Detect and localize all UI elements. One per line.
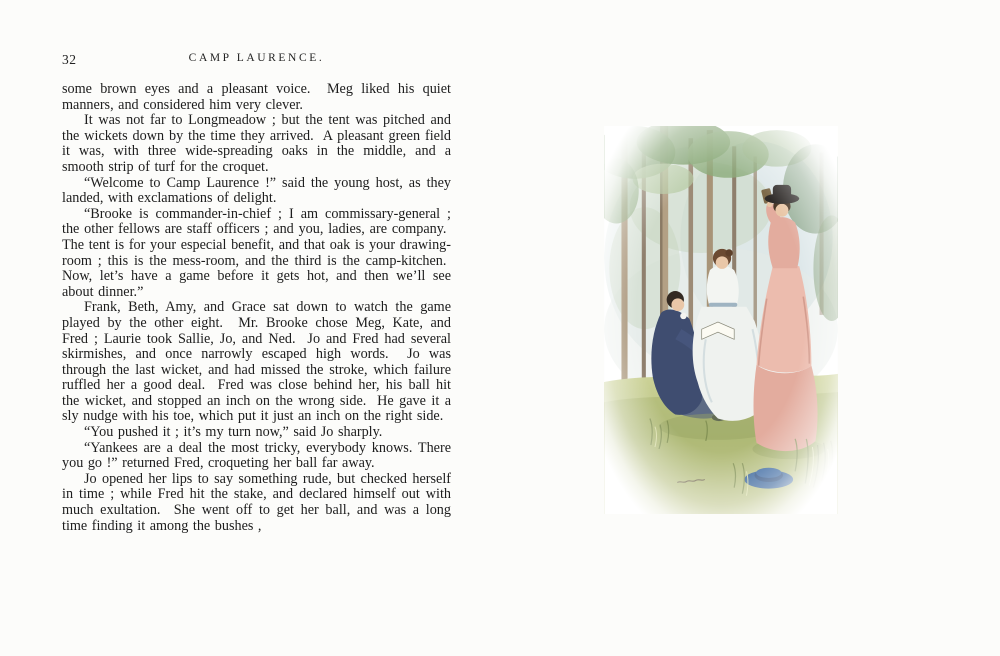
paragraph: some brown eyes and a pleasant voice. Meg liked his quiet manners, and considered him very clever. <box>62 81 451 113</box>
paragraph: “Welcome to Camp Laurence !” said the young host, as they landed, with exclamations of delight. <box>62 174 451 207</box>
paragraph: Frank, Beth, Amy, and Grace sat down to watch the game played by the other eight. Mr. Brooke chose Meg, Kate, and Fred ; Laurie took Sallie, Jo, and Ned. Jo and Fred had several skirmishes, and once narrowly escaped high words. Jo was through the last wicket, and had missed the stroke, which failure ruffled her a good deal. Fred was close behind her, his ball hit the wicket, and stopped an inch on the wrong side. He gave it a sly nudge with his toe, which put it just an inch on the right side. <box>62 299 451 425</box>
paragraph: Jo opened her lips to say something rude, but checked herself in time ; while Fred hit the stake, and declared himself out with much exultation. She went off to get her ball, and was a long time finding it among the bushes , <box>62 470 451 534</box>
paragraph: “Brooke is commander-in-chief ; I am commissary-general ; the other fellows are staff officers ; and you, ladies, are company. The tent is for your especial benefit, and that oak is your drawing-room ; this is the mess-room, and the third is the camp-kitchen. Now, let’s have a game before it gets hot, and then we’ll see about dinner.” <box>62 205 451 300</box>
page-header <box>62 52 451 69</box>
running-head: CAMP LAURENCE. <box>188 52 325 64</box>
body-text <box>62 82 451 534</box>
plate-edge-fade <box>604 126 838 514</box>
left-page <box>62 52 451 534</box>
camp-laurence-illustration <box>604 126 838 514</box>
page-number: 32 <box>62 52 77 67</box>
paragraph: “Yankees are a deal the most tricky, everybody knows. There you go !” returned Fred, croqueting her ball far away. <box>62 439 451 472</box>
paragraph: “You pushed it ; it’s my turn now,” said Jo sharply. <box>84 424 383 441</box>
paragraph: It was not far to Longmeadow ; but the tent was pitched and the wickets down by the time they arrived. A pleasant green field it was, with three wide-spreading oaks in the middle, and a smooth strip of turf for the croquet. <box>62 112 451 175</box>
right-page <box>604 126 838 514</box>
